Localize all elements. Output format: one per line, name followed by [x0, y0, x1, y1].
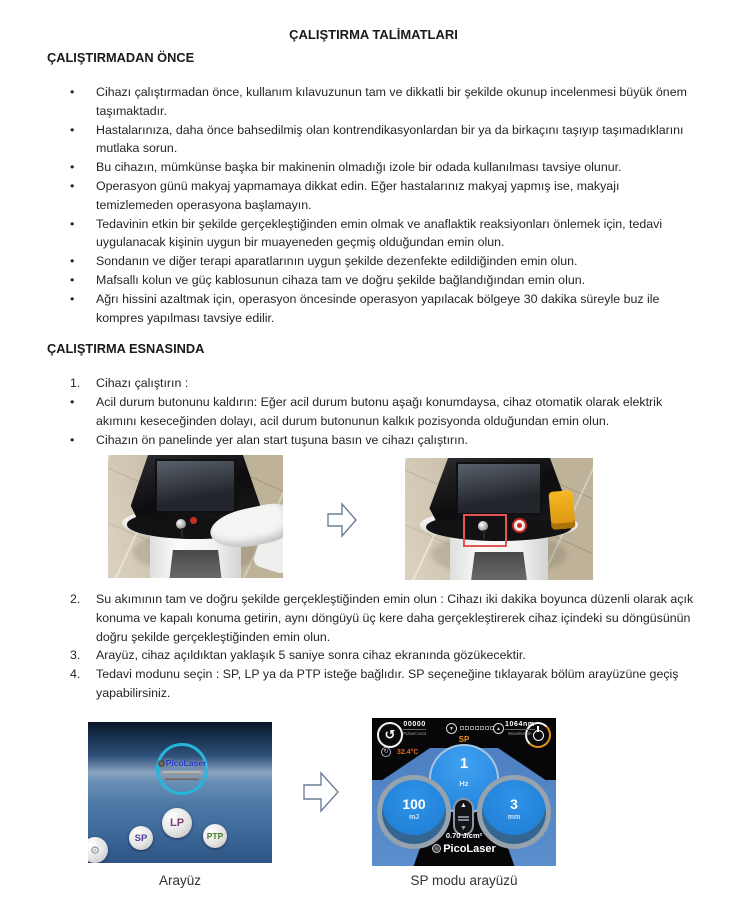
numbered-marker: 3. — [70, 648, 81, 663]
bullet-list-before — [70, 83, 694, 327]
bullet-marker: • — [70, 85, 75, 99]
bullet-marker: • — [70, 178, 75, 193]
bullet-item — [70, 158, 694, 177]
bullet-marker: • — [70, 254, 75, 269]
bullet-marker: • — [70, 216, 75, 231]
machine-recess — [169, 550, 222, 578]
machine-display — [456, 462, 542, 516]
bullet-item — [70, 252, 694, 271]
numbered-item — [70, 646, 694, 665]
bullet-text: Operasyon günü makyaj yapmamaya dikkat edin. Eğer hastalarınız makyaj yapmış ise, makyajı temizlemeden operasyona başlamayın. — [96, 178, 620, 212]
pressed-button — [190, 517, 197, 524]
numbered-marker: 2. — [70, 592, 81, 606]
caption-arayuz: Arayüz — [158, 873, 202, 888]
rate-value: 1 — [459, 755, 469, 772]
spot-unit: mm — [507, 814, 521, 821]
bullet-item — [70, 83, 694, 121]
logo-bar — [165, 777, 199, 780]
bullet-item — [70, 215, 694, 253]
numbered-item — [70, 590, 694, 646]
down-icon: ▼ — [460, 825, 467, 832]
machine-photo-press-start — [108, 455, 283, 578]
temperature-label: 32.4°C — [397, 749, 419, 756]
wavelength-group — [505, 721, 535, 736]
mode-label: SP — [458, 735, 470, 744]
numbered-list-2-4 — [70, 590, 694, 703]
start-key-stem — [181, 528, 183, 537]
machine-display — [155, 459, 236, 513]
bullet-marker: • — [70, 272, 75, 287]
bullet-text: Sondanın ve diğer terapi aparatlarının uygun şekilde dezenfekte edildiğinden emin olun. — [96, 254, 578, 269]
picolaser-logo-icon — [158, 760, 165, 767]
sp-button: SP — [129, 826, 153, 850]
document-title: ÇALIŞTIRMA TALİMATLARI — [289, 27, 458, 42]
key-highlight-box — [463, 514, 506, 547]
numbered-text: Su akımının tam ve doğru şekilde gerçekleştiğinden emin olun : Cihazı iki dakika boyunca düzenli olarak açık konuma ve kapalı konuma getirin, aynı döngüyü üç kere daha gerçekleştirerek cihaz içindeki su döngüsünün doğru şekilde gerçekleştiğinden emin olun. — [96, 592, 694, 644]
machine-recess — [471, 552, 527, 580]
energy-unit: mJ — [408, 814, 420, 821]
bullet-item — [70, 290, 694, 328]
bullet-marker: • — [70, 291, 75, 306]
pulse-count: 00000 — [403, 721, 426, 728]
bullet-list-during — [70, 393, 694, 449]
picolaser-ring — [156, 743, 208, 795]
sp-mode-screen — [372, 718, 556, 866]
pulse-count-label: PulseCount — [403, 731, 427, 736]
bullet-text: Acil durum butonunu kaldırın: Eğer acil durum butonu aşağı konumdaysa, cihaz otomatik olarak elektrik akımını keseceğinden dolayı, acil durum butonunun kalkık pozisyonda olduğundan emin olun. — [96, 395, 663, 428]
wavelength: 1064nm — [505, 721, 535, 728]
progress-squares — [460, 726, 495, 730]
picolaser-logo-icon — [432, 844, 441, 853]
bullet-text: Cihazı çalıştırmadan önce, kullanım kılavuzunun tam ve dikkatli bir şekilde okunup incelenmesi büyük önem taşımaktadır. — [96, 85, 687, 118]
numbered-text: Cihazı çalıştırın : — [96, 376, 189, 390]
section-heading-before: ÇALIŞTIRMADAN ÖNCE — [47, 50, 195, 65]
bullet-marker: • — [70, 395, 75, 409]
numbered-text: Tedavi modunu seçin : SP, LP ya da PTP isteğe bağlıdır. SP seçeneğine tıklayarak bölüm arayüzüne geçiş yapabilirsiniz. — [96, 667, 679, 700]
bullet-marker: • — [70, 160, 75, 175]
fluence-label: 0.70 J/cm² — [445, 831, 483, 840]
numbered-marker: 4. — [70, 667, 81, 682]
arrow-right-icon — [327, 502, 357, 538]
bullet-item — [70, 431, 694, 450]
arrow-right-icon — [303, 770, 339, 814]
bullet-item — [70, 121, 694, 159]
numbered-item-1 — [70, 374, 694, 393]
rate-unit: Hz — [459, 779, 469, 788]
figure-row-1 — [0, 452, 747, 590]
section-heading-during: ÇALIŞTIRMA ESNASINDA — [47, 341, 205, 356]
emergency-button — [512, 518, 527, 533]
picolaser-logo-bottom: PicoLaser — [372, 843, 556, 855]
decrease-icon: ▼ — [446, 723, 457, 734]
energy-value: 100 — [402, 796, 426, 812]
bullet-item — [70, 177, 694, 215]
picolaser-logo: PicoLaser — [158, 758, 207, 768]
numbered-marker: 1. — [70, 376, 81, 390]
bullet-text: Ağrı hissini azaltmak için, operasyon öncesinde operasyon yapılacak bölgeye 30 dakika süreyle buz ile kompres yapılması tavsiye edilir. — [96, 291, 660, 325]
machine-photo-highlighted — [405, 458, 593, 580]
back-icon: ↺ — [377, 722, 403, 748]
bullet-item — [70, 393, 694, 431]
logo-bar — [163, 771, 201, 775]
bullet-text: Mafsallı kolun ve güç kablosunun cihaza tam ve doğru şekilde bağlandığından emin olun. — [96, 272, 586, 287]
lp-button: LP — [162, 808, 192, 838]
bullet-item — [70, 271, 694, 290]
interface-screen — [88, 722, 272, 863]
control-bars — [458, 816, 469, 818]
bullet-text: Cihazın ön panelinde yer alan start tuşuna basın ve cihazı çalıştırın. — [96, 432, 468, 447]
gear-icon: ⚙ — [88, 837, 108, 863]
wavelength-label: Wavelength — [508, 731, 532, 736]
figure-row-2 — [0, 712, 747, 902]
caption-sp-modu: SP modu arayüzü — [410, 873, 518, 888]
bullet-marker: • — [70, 432, 75, 447]
numbered-item — [70, 665, 694, 703]
bullet-text: Bu cihazın, mümkünse başka bir makinenin olmadığı izole bir odada kullanılması tavsiye olunur. — [96, 160, 622, 175]
numbered-text: Arayüz, cihaz açıldıktan yaklaşık 5 saniye sonra cihaz ekranında gözükecektir. — [96, 648, 526, 663]
refresh-icon: ↻ — [381, 747, 391, 757]
increase-icon: ▲ — [493, 723, 504, 734]
footswitch — [548, 490, 576, 530]
ptp-button: PTP — [203, 824, 227, 848]
up-icon: ▲ — [460, 802, 467, 809]
spot-value: 3 — [510, 796, 518, 812]
bullet-marker: • — [70, 122, 75, 137]
bullet-text: Tedavinin etkin bir şekilde gerçekleştiğinden emin olmak ve anaflaktik reaksiyonları önlemek için, tedavi uygulanacak kişinin uygun bir muayeneden geçmiş olduğundan emin olun. — [96, 216, 663, 250]
bullet-text: Hastalarınıza, daha önce bahsedilmiş olan kontrendikasyonlardan bir ya da birkaçını taşıyıp taşımadıklarını mutlaka sorun. — [96, 122, 684, 156]
pulse-counter — [403, 721, 426, 736]
